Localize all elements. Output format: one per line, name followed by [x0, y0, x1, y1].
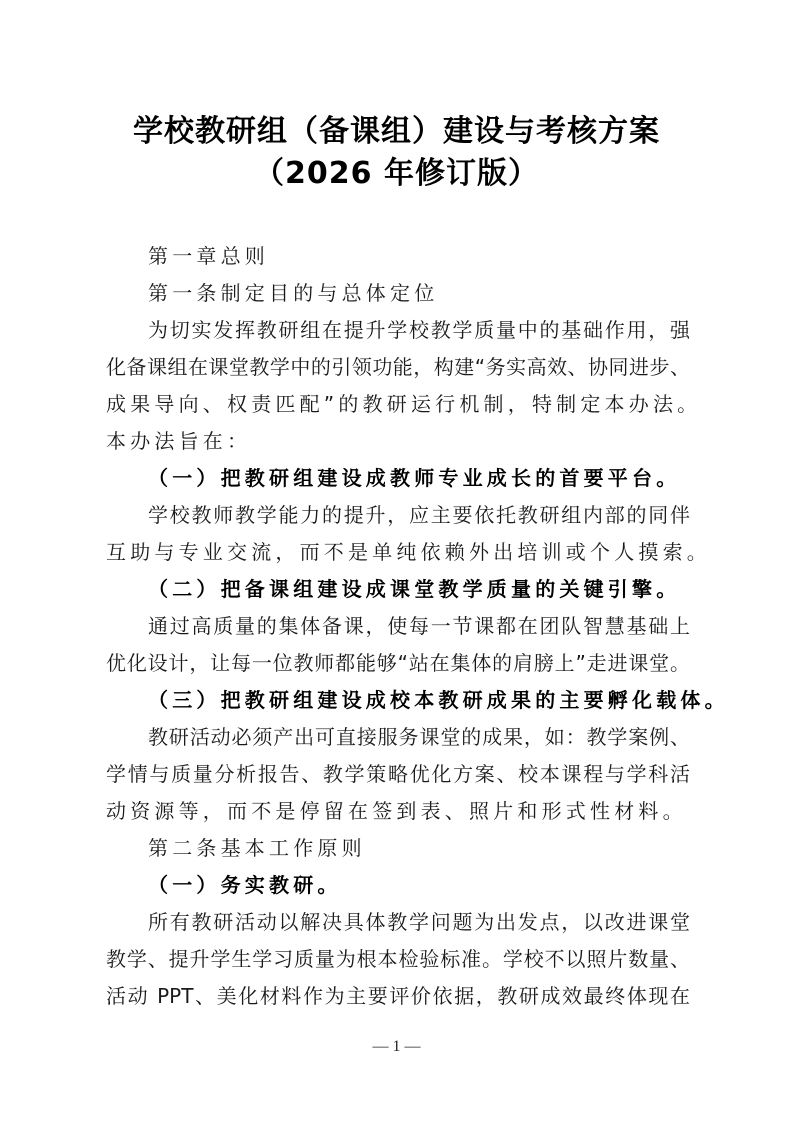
document-title: 学校教研组（备课组）建设与考核方案 [133, 114, 660, 149]
paragraph-line: 学校教师教学能力的提升，应主要依托教研组内部的同伴 [148, 503, 690, 527]
paragraph-line: 通过高质量的集体备课，使每一节课都在团队智慧基础上 [148, 614, 690, 638]
paragraph-line: 互助与专业交流，而不是单纯依赖外出培训或个人摸索。 [106, 540, 711, 564]
document-subtitle: （2026 年修订版） [254, 156, 539, 191]
paragraph-line: 优化设计，让每一位教师都能够“站在集体的肩膀上”走进课堂。 [106, 651, 690, 675]
paragraph-line: 学情与质量分析报告、教学策略优化方案、校本课程与学科活 [106, 762, 690, 786]
paragraph-line: 化备课组在课堂教学中的引领功能，构建“务实高效、协同进步、 [106, 355, 690, 379]
paragraph-line: 教学、提升学生学习质量为根本检验标准。学校不以照片数量、 [106, 947, 690, 971]
page-number: — 1 — [372, 1038, 421, 1055]
paragraph-line: 第一条制定目的与总体定位 [148, 281, 439, 305]
paragraph-line: 动资源等，而不是停留在签到表、照片和形式性材料。 [106, 799, 687, 823]
paragraph-line: 成果导向、权责匹配”的教研运行机制，特制定本办法。 [106, 392, 702, 416]
paragraph-line: 第一章总则 [148, 244, 269, 268]
paragraph-line: 为切实发挥教研组在提升学校教学质量中的基础作用，强 [148, 318, 690, 342]
paragraph-line: 本办法旨在： [106, 429, 252, 453]
section-heading: （三）把教研组建设成校本教研成果的主要孵化载体。 [148, 688, 729, 712]
paragraph-line: 第二条基本工作原则 [148, 836, 366, 860]
section-heading: （二）把备课组建设成课堂教学质量的关键引擎。 [148, 577, 681, 601]
paragraph-line: 教研活动必须产出可直接服务课堂的成果，如：教学案例、 [148, 725, 690, 749]
section-heading: （一）务实教研。 [148, 873, 342, 897]
paragraph-line: 活动 PPT、美化材料作为主要评价依据，教研成效最终体现在 [106, 984, 690, 1008]
section-heading: （一）把教研组建设成教师专业成长的首要平台。 [148, 466, 681, 490]
paragraph-line: 所有教研活动以解决具体教学问题为出发点，以改进课堂 [148, 910, 690, 934]
document-body [106, 238, 729, 1015]
